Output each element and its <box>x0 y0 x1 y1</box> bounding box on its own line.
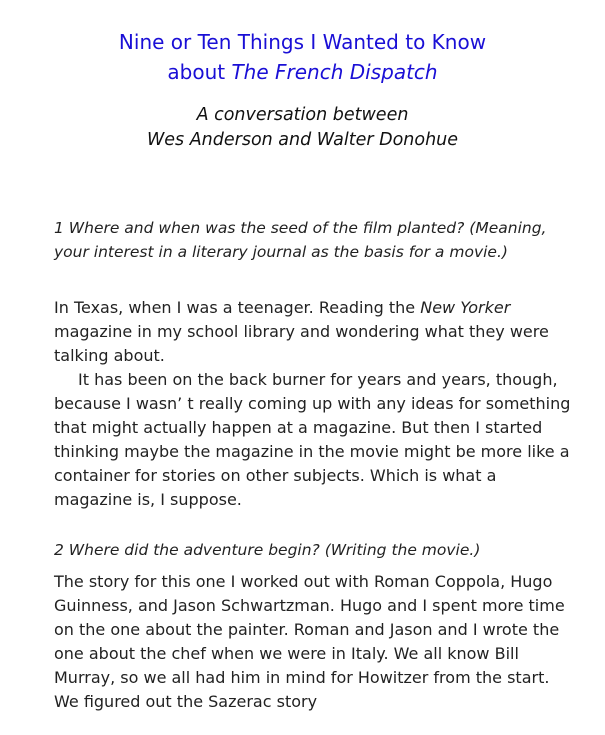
film-title: The French Dispatch <box>231 60 438 84</box>
answer-1-text-after: magazine in my school library and wondering what they were talking about. <box>54 322 549 365</box>
document-title <box>0 27 605 87</box>
title-line-2 <box>0 57 605 87</box>
title-line-1: Nine or Ten Things I Wanted to Know <box>118 30 487 54</box>
subtitle-line-2: Wes Anderson and Walter Donohue <box>146 130 459 150</box>
document-subtitle <box>0 103 605 153</box>
answer-1-paragraph-1 <box>54 296 574 368</box>
question-1: 1 Where and when was the seed of the film planted? (Meaning, your interest in a literary journal as the basis for a movie.) <box>54 219 547 261</box>
answer-1-paragraph-2: It has been on the back burner for years and years, though, because I wasn’ t really coming up with any ideas for something that might actually happen at a magazine. But then I started thinking maybe the magazine in the movie might be more like a container for stories on other subjects. Which is what a magazine is, I suppose. <box>54 370 571 509</box>
subtitle-line-1: A conversation between <box>196 105 409 125</box>
title-prefix: about <box>167 60 232 84</box>
answer-1 <box>54 296 574 512</box>
magazine-name: New Yorker <box>420 298 511 317</box>
question-2: 2 Where did the adventure begin? (Writing the movie.) <box>54 541 481 559</box>
answer-1-text-before: In Texas, when I was a teenager. Reading the <box>54 298 421 317</box>
answer-2-paragraph-1: The story for this one I worked out with Roman Coppola, Hugo Guinness, and Jason Schwartzman. Hugo and I spent more time on the one about the painter. Roman and Jason and I wrote the one about the chef when we were in Italy. We all know Bill Murray, so we all had him in mind for Howitzer from the start. We figured out the Sazerac story <box>54 572 565 711</box>
answer-2 <box>54 570 574 714</box>
